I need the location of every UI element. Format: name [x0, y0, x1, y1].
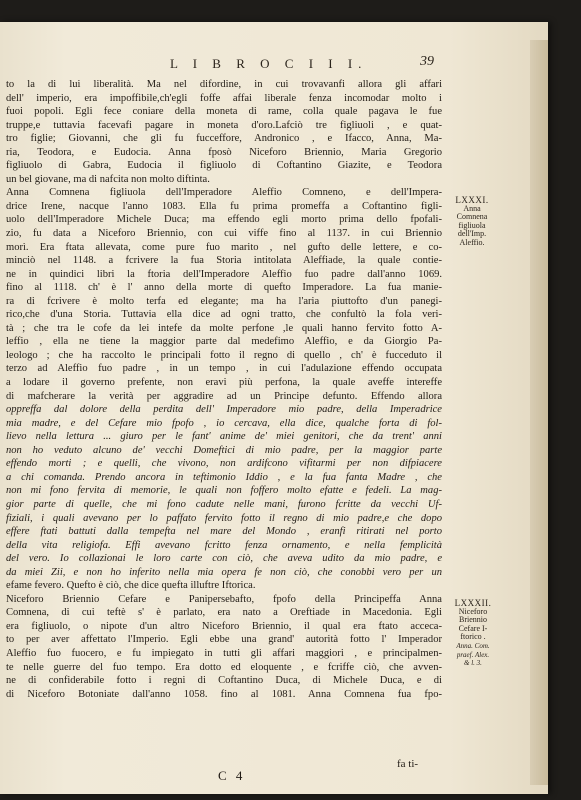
- text-line: dell' imperio, era impoffibile,ch'egli foffe affai liberale fenza incomodar molto i: [6, 92, 442, 104]
- text-line: fiziali, i quali avevano per lo paffato fervito fotto il regno di mio padre,e che dopo: [6, 512, 442, 524]
- text-line: to per aver affettato l'Imperio. Egli ebbe una grand' autorità fotto l' Imperador: [6, 634, 442, 646]
- text-line: Anna Comnena figliuola dell'Imperadore Aleffio Comneno, e dell'Impera-: [6, 187, 442, 199]
- margin-note-line: Aleffio.: [459, 237, 485, 247]
- text-line: te nelle guerre del fuo tempo. Era dotto ed eloquente , e fcriffe ciò, che avven-: [6, 661, 442, 673]
- margin-note-line: Comnena: [456, 212, 488, 222]
- text-line: ne di confiderabile fotto i regni di Coftantino Duca, di Michele Duca, e di: [6, 675, 442, 687]
- text-line: lievo nella lettura ... giuro per le fant' anime de' miei genitori, che da trent' anni: [6, 431, 442, 443]
- text-line: leologo ; che ha raccolto le principali fotto il regno di quello , ch' è fucceduto il: [6, 349, 442, 361]
- text-line: a lodare il governo prefente, non eravi più perfona, la quale aveffe intereffe: [6, 377, 442, 389]
- text-line: di Niceforo Botoniate dall'anno 1058. fino al 1081. Anna Comnena fua fpo-: [6, 688, 442, 700]
- margin-note-reference: Anna. Com.: [456, 641, 490, 650]
- text-line: mia madre, e del Cefare mio fpofo , io cercava, ella dice, qualche forta di fol-: [6, 417, 442, 429]
- text-line: di mafcherare la verità per aggradire ad un Principe defunto. Effendo allora: [6, 390, 442, 402]
- text-line: drice Irene, nacque l'anno 1083. Ella fu prima promeffa a Coftantino figli-: [6, 200, 442, 212]
- text-line: figliuolo di Gabra, Eudocia il figliuolo di Coftantino Giazite, e Teodora: [6, 160, 442, 172]
- margin-note-line: ftorico .: [460, 632, 486, 642]
- text-line: della vita religiofa. Effi avevano fcritto fenza ornamento, e nella femplicità: [6, 539, 442, 551]
- signature-mark: C 4: [218, 768, 246, 783]
- text-line: un bel giovane, ma di nafcita non molto diftinta.: [6, 173, 210, 185]
- margin-note-anna-comnena: [448, 196, 496, 248]
- text-line: non ho veduto alcuno de' vecchi Domeftici di mio padre, per la maggior parte: [6, 444, 442, 456]
- page-header: [0, 56, 548, 78]
- margin-note-reference: praef. Alex.: [456, 650, 490, 659]
- text-line: effendo morti ; e quelli, che vivono, non ardifcono vifitarmi per non difpiacere: [6, 458, 442, 470]
- text-line: terzo ad Aleffio fuo padre , in un tempo , in cui l'adulazione effendo occupata: [6, 363, 442, 375]
- margin-note-line: LXXXII.: [454, 598, 492, 608]
- text-line: non mi fono fervita di memorie, le quali non foffero molto efatte e fedeli. La mag-: [6, 485, 442, 497]
- text-line: leffio , ella ne tiene la maggior parte dal medefimo Aleffio, e da Giorgio Pa-: [6, 336, 442, 348]
- margin-note-line: figliuola: [458, 220, 486, 230]
- text-line: efame fevero. Quefto è ciò, che dice quefta illuftre Iftorica.: [6, 580, 256, 592]
- page-footer: [0, 758, 548, 788]
- text-line: Aleffio fuo fuocero, e fu impiegato in tutti gli affari maggiori , e principalmen-: [6, 647, 442, 659]
- text-line: del vero. Io collazionai le loro carte con ciò, che aveva udito da mio padre, e: [6, 553, 442, 565]
- text-line: effere ftati battuti dalla tempefta nel mare del Mondo , eranfi ritirati nel porto: [6, 526, 442, 538]
- text-line: oppreffa dal dolore della perdita dell' Imperadore mio padre, della Imperadrice: [6, 404, 442, 416]
- text-line: fino al 1118. ch' è l' anno della morte di quefto Imperadore. La fua manie-: [6, 282, 442, 294]
- body-text: [6, 78, 442, 701]
- page-number: 39: [420, 54, 434, 69]
- text-line: rico,che d'una Storia. Tuttavia ella dice ad ogni tratto, che confultò la fola veri-: [6, 309, 442, 321]
- margin-note-niceforo-briennio: [447, 599, 499, 668]
- margin-note-line: dell'Imp.: [457, 229, 487, 239]
- text-line: fuoi popoli. Egli fece coniare della moneta di rame, colla quale pagava le fue: [6, 106, 442, 118]
- text-line: zio, fu data a Niceforo Briennio, con cui viffe fino al 1137. in cui Briennio: [6, 228, 442, 240]
- text-line: morì. Era ftata allevata, come pure fuo marito , nel gufto delle lettere, e co-: [6, 241, 442, 253]
- margin-note-line: Cefare I-: [458, 623, 488, 633]
- margin-note-line: Anna: [463, 203, 481, 213]
- text-line: a chi comanda. Prendo ancora in teftimonio Iddio , e la fua fanta Madre , che: [6, 471, 442, 483]
- text-line: minciò nel 1148. a fcrivere la fua Storia intitolata Aleffiade, la quale contie-: [6, 255, 442, 267]
- margin-note-line: LXXXI.: [455, 195, 489, 205]
- text-line: tro figlie; Giovanni, che gli fu fucceffore, Andronico , e Ifacco, Anna, Ma-: [6, 133, 442, 145]
- text-line: tà ; che tra le cofe da lei intefe da molte perfone ,le quali hanno fervito fotto A-: [6, 322, 442, 334]
- text-line: uolo dell'Imperadore Michele Duca; ma effendo egli morto prima dello fpofali-: [6, 214, 442, 226]
- running-title: L I B R O C I I I.: [170, 56, 368, 71]
- margin-note-reference: & l. 3.: [464, 659, 482, 668]
- catchword: fa ti-: [397, 758, 419, 770]
- margin-note-line: Briennio: [459, 615, 487, 625]
- text-line: era figliuolo, o nipote d'un altro Niceforo Briennio, il qual era ftato acceca-: [6, 620, 442, 632]
- text-line: truppe,e tuttavia facevafi pagare in moneta d'oro.Lafciò tre figliuoli , e quat-: [6, 119, 442, 131]
- text-line: da miei Zii, e non ho inferito nella mia opera fe non ciò, che conobbi vero per un: [6, 566, 442, 578]
- text-line: Niceforo Briennio Cefare e Panipersebafto, fpofo della Principeffa Anna: [6, 593, 442, 605]
- margin-note-line: Niceforo: [458, 606, 488, 616]
- text-line: to la di lui liberalità. Ma nel difordine, in cui trovavanfi allora gli affari: [6, 79, 442, 90]
- text-line: ra di fcrivere è molto terfa ed elegante; ma ha l'aria piuttofto d'un panegi-: [6, 295, 442, 307]
- text-line: ria, Teodora, e Eudocia. Anna fposò Niceforo Briennio, Maria Gregorio: [6, 146, 442, 158]
- text-line: ne in quindici libri la ftoria dell'Imperadore Aleffio fuo padre dall'anno 1069.: [6, 268, 442, 280]
- page-edge: [530, 40, 548, 785]
- text-line: Comnena, di cui teftè s' è parlato, era nato a Oreftiade in Macedonia. Egli: [6, 607, 442, 619]
- text-line: gior parte di quelle, che mi fono cadute nelle mani, furono fcritte da vecchi Uf-: [6, 498, 442, 510]
